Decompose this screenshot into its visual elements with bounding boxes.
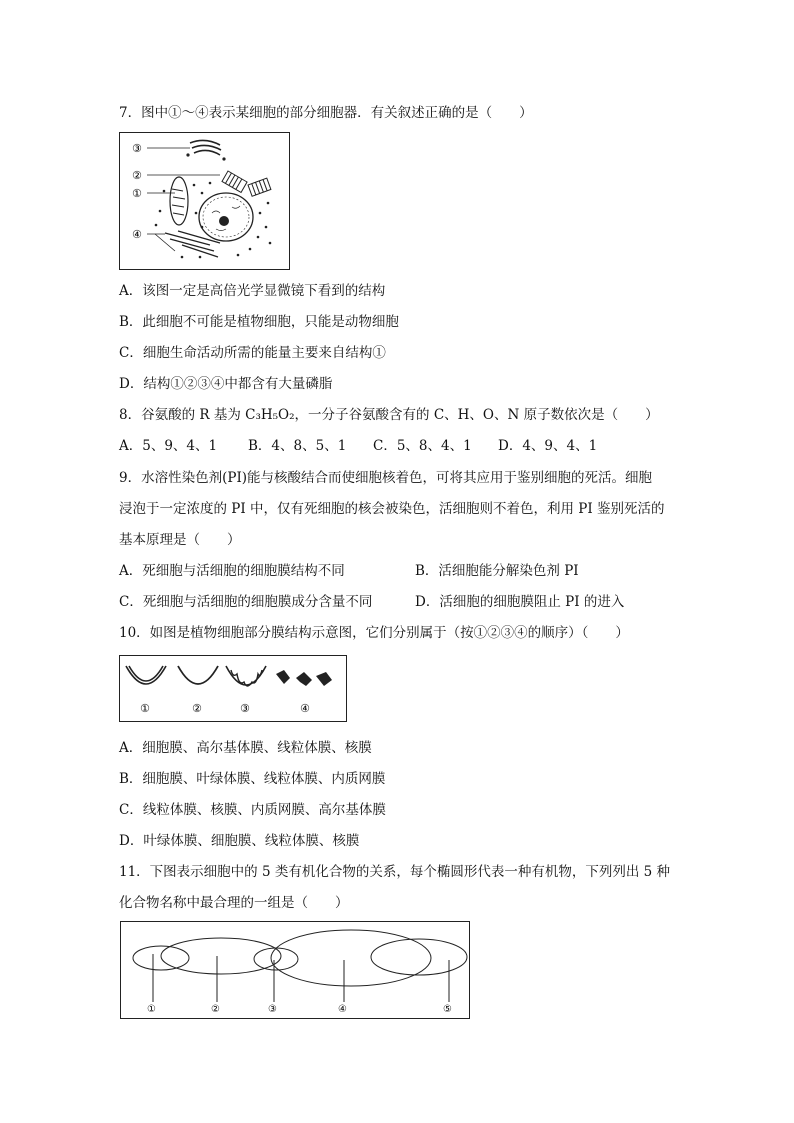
q7-option-b: B．此细胞不可能是植物细胞，只能是动物细胞 — [119, 314, 399, 330]
q11-label-1: ① — [147, 1004, 156, 1015]
membrane-structure-diagram — [120, 656, 346, 721]
cell-organelle-diagram — [120, 133, 289, 269]
q9-stem-line-3: 基本原理是（ ） — [119, 532, 241, 548]
q7-label-2: ② — [132, 169, 142, 182]
q7-cell-figure — [119, 132, 290, 270]
q9-option-d: D．活细胞的细胞膜阻止 PI 的进入 — [415, 594, 625, 610]
q10-option-a: A．细胞膜、高尔基体膜、线粒体膜、核膜 — [119, 740, 372, 756]
q7-stem: 7．图中①～④表示某细胞的部分细胞器．有关叙述正确的是（ ） — [119, 105, 533, 121]
q11-label-4: ④ — [338, 1004, 347, 1015]
q9-stem-line-1: 9．水溶性染色剂(PI)能与核酸结合而使细胞核着色，可将其应用于鉴别细胞的死活。细胞 — [119, 470, 653, 486]
q10-option-d: D．叶绿体膜、细胞膜、线粒体膜、核膜 — [119, 833, 360, 849]
q7-label-1: ① — [132, 187, 142, 200]
q9-option-c: C．死细胞与活细胞的细胞膜成分含量不同 — [119, 594, 373, 610]
q11-stem-line-2: 化合物名称中最合理的一组是（ ） — [119, 895, 349, 911]
q10-membrane-figure — [119, 655, 347, 722]
q8-option-c: C．5、8、4、1 — [373, 438, 472, 454]
q9-option-a: A．死细胞与活细胞的细胞膜结构不同 — [119, 563, 345, 579]
q9-stem-line-2: 浸泡于一定浓度的 PI 中，仅有死细胞的核会被染色，活细胞则不着色，利用 PI 鉴别死活的 — [119, 501, 665, 517]
q7-option-c: C．细胞生命活动所需的能量主要来自结构① — [119, 345, 386, 361]
q7-label-3: ③ — [132, 142, 142, 155]
q11-ellipse-figure — [120, 921, 470, 1019]
q8-options — [119, 437, 597, 455]
q10-label-4: ④ — [300, 702, 310, 715]
q11-label-3: ③ — [268, 1004, 277, 1015]
q8-stem: 8．谷氨酸的 R 基为 C₃H₅O₂，一分子谷氨酸含有的 C、H、O、N 原子数依次是（ ） — [119, 407, 659, 423]
q10-stem: 10．如图是植物细胞部分膜结构示意图，它们分别属于（按①②③④的顺序）（ ） — [119, 625, 629, 641]
q7-label-4: ④ — [132, 228, 142, 241]
q7-option-a: A．该图一定是高倍光学显微镜下看到的结构 — [119, 283, 386, 299]
q11-stem-line-1: 11．下图表示细胞中的 5 类有机化合物的关系，每个椭圆形代表一种有机物，下列列出 5 种 — [119, 864, 671, 880]
q11-label-5: ⑤ — [443, 1004, 452, 1015]
q11-label-2: ② — [211, 1004, 220, 1015]
q7-option-d: D．结构①②③④中都含有大量磷脂 — [119, 376, 333, 392]
q8-option-a: A．5、9、4、1 — [119, 438, 218, 454]
q10-label-3: ③ — [240, 702, 250, 715]
q10-option-c: C．线粒体膜、核膜、内质网膜、高尔基体膜 — [119, 802, 386, 818]
q10-label-2: ② — [192, 702, 202, 715]
q8-option-b: B．4、8、5、1 — [248, 438, 347, 454]
compound-relationship-diagram — [121, 922, 469, 1018]
q10-label-1: ① — [140, 702, 150, 715]
q8-option-d: D．4、9、4、1 — [498, 438, 598, 454]
q9-option-b: B．活细胞能分解染色剂 PI — [415, 563, 579, 579]
q10-option-b: B．细胞膜、叶绿体膜、线粒体膜、内质网膜 — [119, 771, 386, 787]
